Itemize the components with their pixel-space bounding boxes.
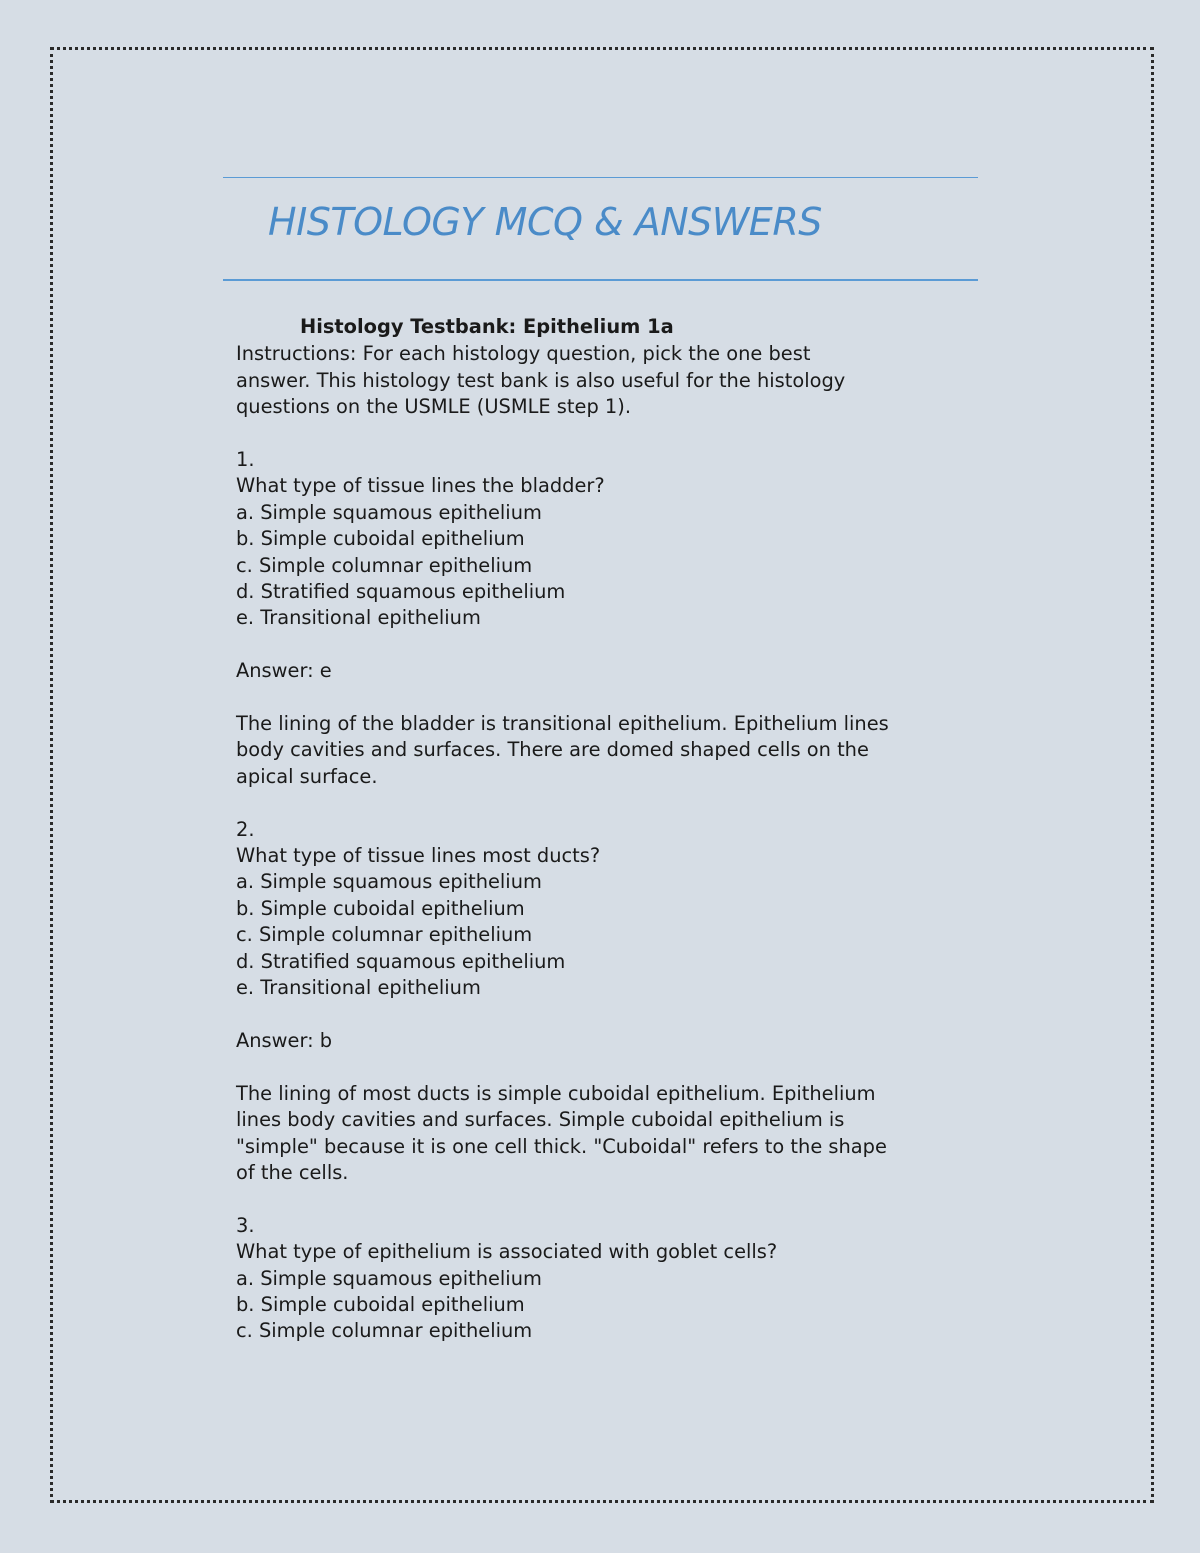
- answer-option: d. Stratified squamous epithelium: [236, 580, 566, 604]
- answer-option: a. Simple squamous epithelium: [236, 500, 542, 524]
- explanation-line: The lining of the bladder is transitional epithelium. Epithelium lines: [236, 712, 889, 736]
- document-title: HISTOLOGY MCQ & ANSWERS: [268, 200, 822, 244]
- spacer: [236, 685, 976, 711]
- explanation-line: of the cells.: [236, 1160, 349, 1184]
- answer-option: c. Simple columnar epithelium: [236, 1319, 533, 1343]
- question-number: 2.: [236, 817, 255, 841]
- instructions-line: questions on the USMLE (USMLE step 1).: [236, 395, 631, 419]
- answer-option: c. Simple columnar epithelium: [236, 923, 533, 947]
- answer-option: b. Simple cuboidal epithelium: [236, 1292, 525, 1316]
- instructions-line: Instructions: For each histology question, pick the one best: [236, 342, 811, 366]
- question-text: What type of epithelium is associated with goblet cells?: [236, 1240, 778, 1264]
- answer-option: a. Simple squamous epithelium: [236, 1266, 542, 1290]
- spacer: [236, 1186, 976, 1212]
- question-text: What type of tissue lines most ducts?: [236, 844, 601, 868]
- question-number: 3.: [236, 1213, 255, 1237]
- question-text: What type of tissue lines the bladder?: [236, 474, 605, 498]
- title-rule-bottom: [223, 279, 978, 281]
- correct-answer: Answer: e: [236, 659, 332, 683]
- explanation-line: apical surface.: [236, 764, 378, 788]
- spacer: [236, 421, 976, 447]
- instructions-line: answer. This histology test bank is also useful for the histology: [236, 368, 846, 392]
- question-block: [236, 817, 976, 1187]
- answer-option: d. Stratified squamous epithelium: [236, 949, 566, 973]
- question-number: 1.: [236, 448, 255, 472]
- answer-option: e. Transitional epithelium: [236, 606, 481, 630]
- spacer: [236, 1054, 976, 1080]
- spacer: [236, 1002, 976, 1028]
- question-block: [236, 447, 976, 790]
- explanation-line: body cavities and surfaces. There are domed shaped cells on the: [236, 738, 869, 762]
- answer-option: e. Transitional epithelium: [236, 976, 481, 1000]
- explanation-line: The lining of most ducts is simple cuboidal epithelium. Epithelium: [236, 1081, 876, 1105]
- correct-answer: Answer: b: [236, 1028, 333, 1052]
- explanation-line: lines body cavities and surfaces. Simple cuboidal epithelium is: [236, 1108, 845, 1132]
- section-subtitle: Histology Testbank: Epithelium 1a: [300, 315, 674, 338]
- spacer: [236, 632, 976, 658]
- answer-option: a. Simple squamous epithelium: [236, 870, 542, 894]
- explanation-line: "simple" because it is one cell thick. "Cuboidal" refers to the shape: [236, 1134, 887, 1158]
- title-rule-top: [223, 177, 978, 178]
- spacer: [236, 790, 976, 816]
- answer-option: c. Simple columnar epithelium: [236, 553, 533, 577]
- answer-option: b. Simple cuboidal epithelium: [236, 527, 525, 551]
- answer-option: b. Simple cuboidal epithelium: [236, 896, 525, 920]
- question-block: [236, 1213, 976, 1345]
- document-body: [236, 314, 976, 1345]
